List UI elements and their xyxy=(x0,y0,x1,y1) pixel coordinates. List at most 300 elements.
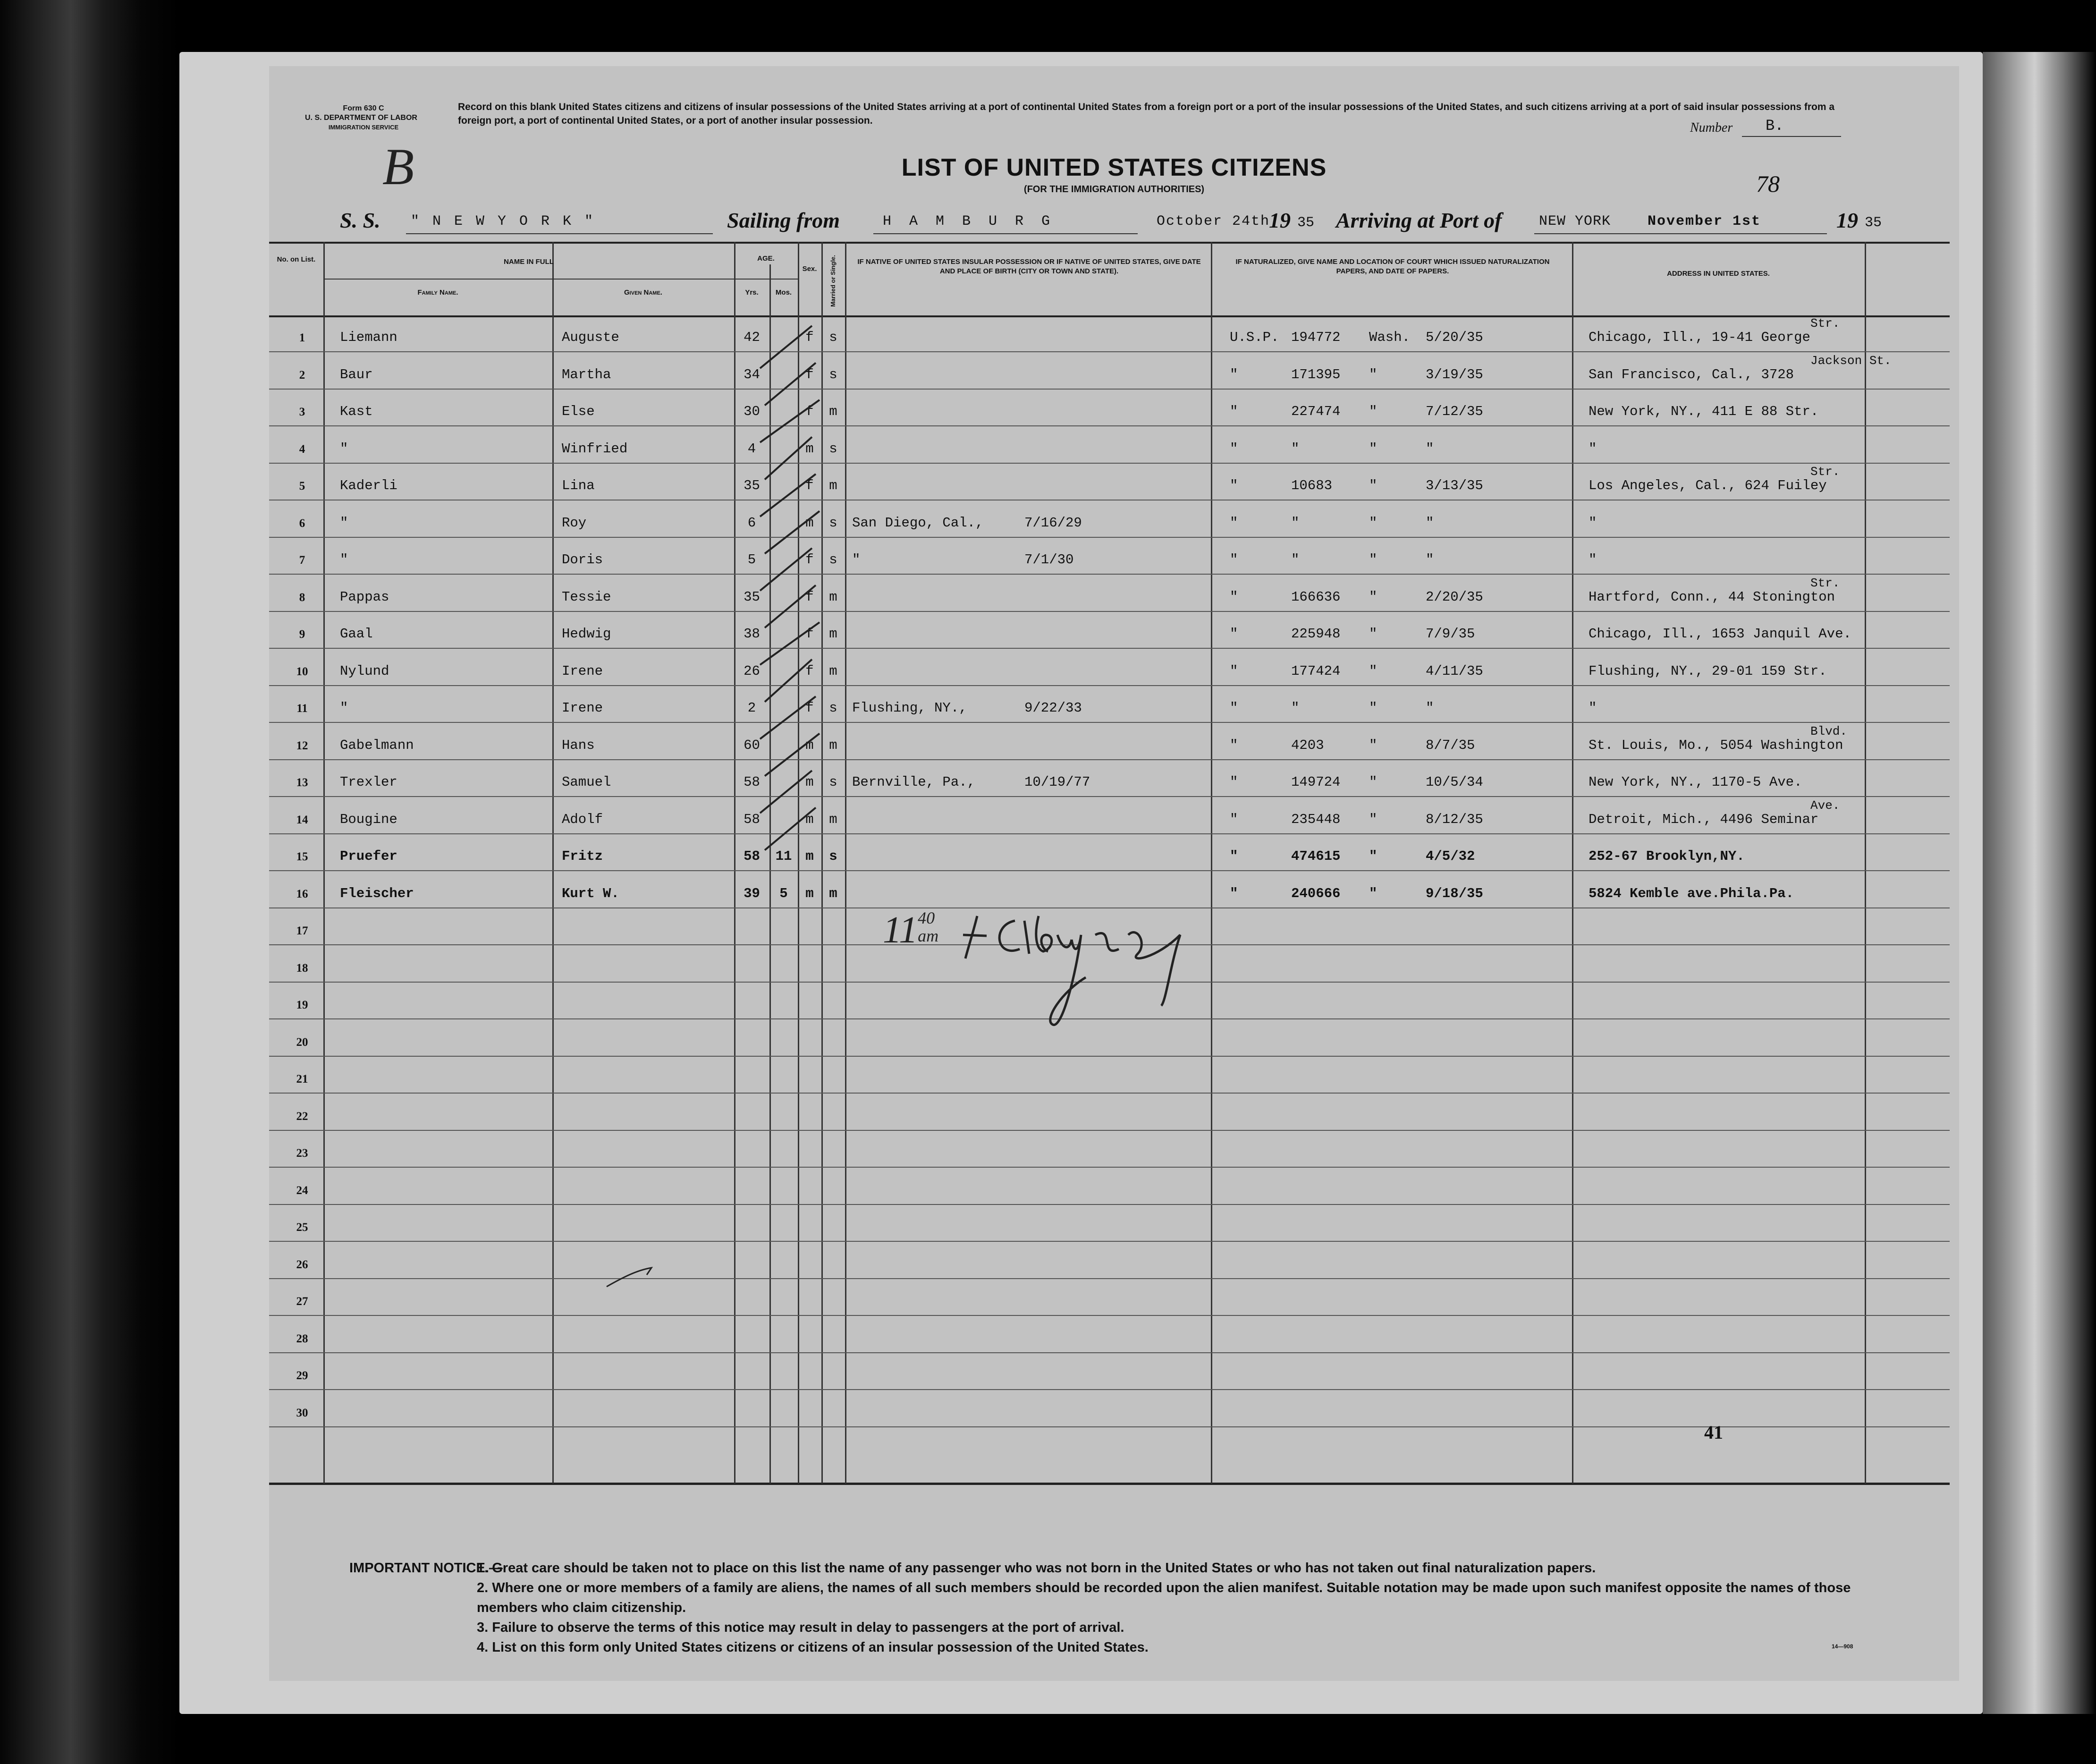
cell-address: 5824 Kemble ave.Phila.Pa. xyxy=(1589,885,1794,901)
row-rule xyxy=(269,685,1950,686)
cell-family: " xyxy=(340,515,348,531)
cell-sex: m xyxy=(805,885,814,901)
cell-family: Gaal xyxy=(340,626,373,642)
page-subtitle: (FOR THE IMMIGRATION AUTHORITIES) xyxy=(1023,184,1205,195)
page-title: LIST OF UNITED STATES CITIZENS xyxy=(901,154,1327,181)
cell-family: " xyxy=(340,552,348,568)
cell-birth-place: Flushing, NY., xyxy=(852,700,967,716)
row-rule xyxy=(269,833,1950,834)
cell-date: " xyxy=(1426,552,1434,568)
cell-paper: 240666 xyxy=(1291,885,1341,901)
check-mark xyxy=(760,400,820,442)
row-number: 7 xyxy=(299,554,305,567)
cell-yrs: 38 xyxy=(744,626,760,642)
row-number: 25 xyxy=(296,1221,308,1234)
cell-yrs: 30 xyxy=(744,404,760,419)
cell-yrs: 35 xyxy=(744,478,760,493)
row-rule xyxy=(269,425,1950,426)
cell-address: Los Angeles, Cal., 624 Fuiley xyxy=(1589,478,1827,493)
cell-date: 3/19/35 xyxy=(1426,366,1483,382)
arrival-port: NEW YORK xyxy=(1539,213,1611,229)
cell-sex: m xyxy=(805,774,814,790)
notice-item-2: 2. Where one or more members of a family are aliens, the names of all such members should be recorded upon the alien manifest. Suitable notation may be made upon such manifest opposite the names of those members who claim citizenship. xyxy=(477,1580,1851,1615)
check-mark xyxy=(765,585,816,628)
cell-family: Kaderli xyxy=(340,478,397,493)
row-number: 24 xyxy=(296,1184,308,1197)
cell-court: " xyxy=(1230,885,1238,901)
row-number: 17 xyxy=(296,924,308,937)
cell-sex: f xyxy=(805,404,814,419)
cell-given: Kurt W. xyxy=(562,885,619,901)
cell-date: 4/11/35 xyxy=(1426,663,1483,679)
cell-given: Else xyxy=(562,404,595,419)
cell-paper: " xyxy=(1291,441,1300,457)
age-sex-check-marks xyxy=(741,307,864,921)
inspector-signature xyxy=(958,907,1204,1048)
check-mark xyxy=(765,734,820,776)
arrival-underline xyxy=(1534,233,1827,234)
cell-address: 252-67 Brooklyn,NY. xyxy=(1589,848,1745,864)
cell-loc: " xyxy=(1369,811,1378,827)
row-number: 15 xyxy=(296,850,308,863)
row-number: 22 xyxy=(296,1110,308,1123)
cell-yrs: 39 xyxy=(744,885,760,901)
cell-given: Auguste xyxy=(562,330,619,345)
cell-sex: f xyxy=(805,589,814,605)
cell-address-note: Str. xyxy=(1810,316,1840,331)
row-number: 9 xyxy=(299,628,305,641)
row-rule xyxy=(269,1278,1950,1279)
cell-address: Hartford, Conn., 44 Stonington xyxy=(1589,589,1835,605)
form-number: Form 630 C xyxy=(343,104,384,112)
col-rule xyxy=(1865,242,1866,1484)
cell-sex: f xyxy=(805,366,814,382)
number-label: Number xyxy=(1690,120,1733,135)
cell-yrs: 4 xyxy=(747,441,756,457)
cell-court: " xyxy=(1230,478,1238,493)
cell-paper: " xyxy=(1291,700,1300,716)
row-rule xyxy=(269,648,1950,649)
cell-family: Pruefer xyxy=(340,848,397,864)
cell-yrs: 5 xyxy=(747,552,756,568)
service-label: IMMIGRATION SERVICE xyxy=(328,124,399,131)
cell-sex: f xyxy=(805,700,814,716)
header-no: No. on List. xyxy=(277,255,316,263)
cell-court: " xyxy=(1230,441,1238,457)
cell-family: " xyxy=(340,441,348,457)
cell-loc: " xyxy=(1369,700,1378,716)
check-mark xyxy=(765,660,812,702)
cell-sex: f xyxy=(805,552,814,568)
cell-family: Kast xyxy=(340,404,373,419)
cell-address: " xyxy=(1589,552,1597,568)
cell-loc: " xyxy=(1369,589,1378,605)
cell-loc: " xyxy=(1369,774,1378,790)
cell-court: " xyxy=(1230,366,1238,382)
row-number: 21 xyxy=(296,1073,308,1086)
cell-birth-date: 9/22/33 xyxy=(1024,700,1082,716)
cell-paper: 235448 xyxy=(1291,811,1341,827)
row-number: 11 xyxy=(296,702,308,715)
row-number: 27 xyxy=(296,1295,308,1308)
signature-time-min: 40 xyxy=(918,908,935,927)
row-number: 12 xyxy=(296,739,308,752)
cell-family: Trexler xyxy=(340,774,397,790)
ship-underline xyxy=(406,233,713,234)
row-rule xyxy=(269,537,1950,538)
header-age: AGE. xyxy=(757,254,775,263)
row-rule xyxy=(269,1204,1950,1205)
print-code: 14—908 xyxy=(1832,1643,1853,1650)
film-border-left xyxy=(0,0,179,1764)
cell-ms: m xyxy=(829,589,837,605)
row-number: 20 xyxy=(296,1035,308,1049)
cell-given: Winfried xyxy=(562,441,628,457)
row-rule xyxy=(269,463,1950,464)
cell-ms: s xyxy=(829,441,837,457)
cell-family: Baur xyxy=(340,366,373,382)
table-bottom-border xyxy=(269,1483,1950,1485)
cell-paper: 149724 xyxy=(1291,774,1341,790)
ss-label: S. S. xyxy=(340,208,380,232)
row-rule xyxy=(269,722,1950,723)
citizen-list-form xyxy=(269,66,1959,1681)
cell-loc: " xyxy=(1369,441,1378,457)
row-number: 19 xyxy=(296,999,308,1011)
cell-ms: s xyxy=(829,330,837,345)
cell-date: " xyxy=(1426,441,1434,457)
row-rule xyxy=(269,1130,1950,1131)
header-yrs: Yrs. xyxy=(745,288,759,297)
header-family-name: Family Name. xyxy=(417,288,458,297)
row-rule xyxy=(269,1426,1950,1427)
check-mark xyxy=(760,474,816,517)
cell-court: " xyxy=(1230,589,1238,605)
cell-sex: f xyxy=(805,663,814,679)
cell-loc: " xyxy=(1369,478,1378,493)
cell-loc: " xyxy=(1369,663,1378,679)
cell-court: " xyxy=(1230,663,1238,679)
col-rule xyxy=(552,242,554,1484)
col-rule xyxy=(323,242,325,1484)
row-rule xyxy=(269,574,1950,575)
cell-paper: 194772 xyxy=(1291,330,1341,345)
cell-ms: m xyxy=(829,885,837,901)
cell-ms: s xyxy=(829,366,837,382)
cell-family: Nylund xyxy=(340,663,389,679)
cell-loc: " xyxy=(1369,404,1378,419)
cell-yrs: 2 xyxy=(747,700,756,716)
cell-given: Irene xyxy=(562,700,603,716)
cell-given: Tessie xyxy=(562,589,611,605)
handwritten-letter: B xyxy=(382,138,414,195)
cell-address: " xyxy=(1589,515,1597,531)
cell-given: Doris xyxy=(562,552,603,568)
from-port: H A M B U R G xyxy=(883,213,1055,229)
cell-date: 2/20/35 xyxy=(1426,589,1483,605)
row-rule xyxy=(269,351,1950,352)
header-given-name: Given Name. xyxy=(624,288,662,297)
row-rule xyxy=(269,1315,1950,1316)
cell-family: " xyxy=(340,700,348,716)
cell-sex: m xyxy=(805,848,814,864)
row-number: 10 xyxy=(296,665,308,678)
cell-yrs: 58 xyxy=(744,774,760,790)
cell-given: Samuel xyxy=(562,774,611,790)
cell-ms: s xyxy=(829,700,837,716)
stray-pen-mark xyxy=(604,1265,656,1289)
row-number: 6 xyxy=(299,517,305,530)
cell-yrs: 26 xyxy=(744,663,760,679)
col-rule xyxy=(1572,242,1573,1484)
name-subheader-rule xyxy=(323,279,798,280)
header-married: Married or Single. xyxy=(829,255,837,307)
cell-yrs: 58 xyxy=(744,848,760,864)
cell-address: San Francisco, Cal., 3728 xyxy=(1589,366,1794,382)
cell-date: 4/5/32 xyxy=(1426,848,1475,864)
check-mark xyxy=(765,437,812,480)
cell-address: " xyxy=(1589,441,1597,457)
cell-court: " xyxy=(1230,811,1238,827)
cell-court: " xyxy=(1230,515,1238,531)
notice-items xyxy=(477,1558,1893,1657)
cell-ms: m xyxy=(829,478,837,493)
header-name-in-full: NAME IN FULL xyxy=(504,258,554,266)
cell-ms: m xyxy=(829,737,837,753)
row-number: 3 xyxy=(299,406,305,418)
check-mark xyxy=(760,548,812,591)
cell-yrs: 42 xyxy=(744,330,760,345)
cell-birth-date: 7/16/29 xyxy=(1024,515,1082,531)
cell-ms: m xyxy=(829,663,837,679)
check-mark xyxy=(760,771,812,813)
cell-court: " xyxy=(1230,552,1238,568)
cell-given: Hans xyxy=(562,737,595,753)
cell-paper: " xyxy=(1291,552,1300,568)
number-underline xyxy=(1742,136,1841,137)
cell-court: " xyxy=(1230,737,1238,753)
cell-paper: 225948 xyxy=(1291,626,1341,642)
cell-given: Hedwig xyxy=(562,626,611,642)
cell-birth-date: 7/1/30 xyxy=(1024,552,1074,568)
cell-paper: 171395 xyxy=(1291,366,1341,382)
cell-given: Lina xyxy=(562,478,595,493)
cell-paper: 166636 xyxy=(1291,589,1341,605)
cell-ms: s xyxy=(829,774,837,790)
row-rule xyxy=(269,796,1950,797)
row-rule xyxy=(269,1389,1950,1390)
cell-sex: m xyxy=(805,811,814,827)
row-number: 26 xyxy=(296,1258,308,1271)
year-prefix-2: 19 xyxy=(1836,208,1858,232)
arrival-date: November 1st xyxy=(1648,213,1761,229)
cell-address-note: Jackson St. xyxy=(1810,353,1892,368)
cell-court: U.S.P. xyxy=(1230,330,1279,345)
header-naturalized: IF NATURALIZED, GIVE NAME AND LOCATION OF COURT WHICH ISSUED NATURALIZATION PAPERS, AND DATE OF PAPERS. xyxy=(1235,258,1550,275)
cell-loc: " xyxy=(1369,552,1378,568)
header-sex: Sex. xyxy=(802,265,817,273)
cell-court: " xyxy=(1230,700,1238,716)
row-number: 28 xyxy=(296,1332,308,1345)
cell-court: " xyxy=(1230,404,1238,419)
row-number: 23 xyxy=(296,1147,308,1160)
cell-family: Gabelmann xyxy=(340,737,414,753)
cell-given: Martha xyxy=(562,366,611,382)
sail-date: October 24th xyxy=(1157,213,1270,229)
row-rule xyxy=(269,611,1950,612)
cell-address-note: Str. xyxy=(1810,465,1840,479)
row-number: 14 xyxy=(296,813,308,826)
cell-date: 10/5/34 xyxy=(1426,774,1483,790)
cell-family: Liemann xyxy=(340,330,397,345)
row-rule xyxy=(269,870,1950,871)
row-number: 1 xyxy=(299,331,305,344)
cell-given: Adolf xyxy=(562,811,603,827)
row-rule xyxy=(269,1056,1950,1057)
cell-birth-place: " xyxy=(852,552,861,568)
row-rule xyxy=(269,1241,1950,1242)
cell-date: 3/13/35 xyxy=(1426,478,1483,493)
cell-loc: " xyxy=(1369,737,1378,753)
check-mark xyxy=(760,622,820,665)
cell-sex: f xyxy=(805,330,814,345)
cell-mos: 11 xyxy=(775,848,792,864)
cell-yrs: 35 xyxy=(744,589,760,605)
department-label: U. S. DEPARTMENT OF LABOR xyxy=(305,114,417,122)
cell-address: Chicago, Ill., 1653 Janquil Ave. xyxy=(1589,626,1851,642)
row-number: 2 xyxy=(299,368,305,382)
film-border-right xyxy=(1983,52,2096,1714)
cell-paper: 10683 xyxy=(1291,478,1333,493)
sailing-label: Sailing from xyxy=(727,208,840,232)
cell-date: 5/20/35 xyxy=(1426,330,1483,345)
table-header-border xyxy=(269,315,1950,317)
cell-court: " xyxy=(1230,774,1238,790)
cell-yrs: 34 xyxy=(744,366,760,382)
signature-time-am: am xyxy=(918,926,939,945)
cell-yrs: 60 xyxy=(744,737,760,753)
cell-ms: s xyxy=(829,515,837,531)
row-number: 4 xyxy=(299,442,305,456)
cell-sex: f xyxy=(805,626,814,642)
col-rule xyxy=(1211,242,1212,1484)
cell-loc: " xyxy=(1369,366,1378,382)
cell-date: " xyxy=(1426,700,1434,716)
cell-yrs: 58 xyxy=(744,811,760,827)
cell-ms: m xyxy=(829,404,837,419)
ship-name: " N E W Y O R K " xyxy=(411,213,596,229)
cell-address: Detroit, Mich., 4496 Seminar xyxy=(1589,811,1819,827)
cell-address: New York, NY., 411 E 88 Str. xyxy=(1589,404,1819,419)
notice-item-1: 1. Great care should be taken not to place on this list the name of any passenger who was not born in the United States or who has not taken out final naturalization papers. xyxy=(477,1560,1596,1576)
check-mark xyxy=(760,326,812,368)
cell-loc: " xyxy=(1369,626,1378,642)
cell-sex: m xyxy=(805,441,814,457)
row-number: 29 xyxy=(296,1369,308,1382)
cell-ms: m xyxy=(829,811,837,827)
header-native: IF NATIVE OF UNITED STATES INSULAR POSSESSION OR IF NATIVE OF UNITED STATES, GIVE DATE AND PLACE OF BIRTH (CITY OR TOWN AND STATE). xyxy=(857,258,1201,275)
cell-date: 9/18/35 xyxy=(1426,885,1483,901)
cell-loc: Wash. xyxy=(1369,330,1411,345)
cell-birth-place: San Diego, Cal., xyxy=(852,515,984,531)
cell-birth-date: 10/19/77 xyxy=(1024,774,1090,790)
notice-item-3: 3. Failure to observe the terms of this notice may result in delay to passengers at the port of arrival. xyxy=(477,1620,1124,1635)
cell-address-note: Ave. xyxy=(1810,798,1840,813)
cell-sex: f xyxy=(805,478,814,493)
cell-given: Fritz xyxy=(562,848,603,864)
cell-sex: m xyxy=(805,515,814,531)
record-instruction: Record on this blank United States citizens and citizens of insular possessions of the United States arriving at a port of continental United States from a foreign port or a port of the insular possessions of the United States, and such citizens arriving at a port of said insular possessions from a foreign port, a port of continental United States, or a port of another insular possession. xyxy=(458,102,1835,126)
cell-paper: 4203 xyxy=(1291,737,1324,753)
cell-paper: 474615 xyxy=(1291,848,1341,864)
cell-court: " xyxy=(1230,626,1238,642)
notice-item-4: 4. List on this form only United States citizens or citizens of an insular possession of the United States. xyxy=(477,1640,1149,1655)
cell-ms: s xyxy=(829,552,837,568)
row-rule xyxy=(269,1167,1950,1168)
cell-date: 7/12/35 xyxy=(1426,404,1483,419)
table-top-border xyxy=(269,242,1950,244)
cell-loc: " xyxy=(1369,885,1378,901)
cell-given: Roy xyxy=(562,515,587,531)
signature-time-hour: 11 xyxy=(883,909,918,951)
cell-ms: m xyxy=(829,626,837,642)
cell-date: 8/7/35 xyxy=(1426,737,1475,753)
cell-paper: 177424 xyxy=(1291,663,1341,679)
cell-date: " xyxy=(1426,515,1434,531)
cell-address-note: Str. xyxy=(1810,576,1840,590)
cell-paper: 227474 xyxy=(1291,404,1341,419)
cell-birth-place: Bernville, Pa., xyxy=(852,774,976,790)
cell-mos: 5 xyxy=(779,885,788,901)
header-address: ADDRESS IN UNITED STATES. xyxy=(1667,270,1770,278)
row-number: 18 xyxy=(296,961,308,975)
cell-address: Flushing, NY., 29-01 159 Str. xyxy=(1589,663,1827,679)
row-number: 8 xyxy=(299,591,305,604)
row-number: 30 xyxy=(296,1406,308,1419)
cell-date: 7/9/35 xyxy=(1426,626,1475,642)
cell-address-note: Blvd. xyxy=(1810,724,1848,738)
check-mark xyxy=(760,696,816,739)
cell-loc: " xyxy=(1369,515,1378,531)
row-rule xyxy=(269,759,1950,760)
page-total: 41 xyxy=(1704,1422,1723,1443)
cell-yrs: 6 xyxy=(747,515,756,531)
cell-address: New York, NY., 1170-5 Ave. xyxy=(1589,774,1802,790)
signature-time xyxy=(883,909,938,952)
cell-address: " xyxy=(1589,700,1597,716)
year-prefix-1: 19 xyxy=(1269,208,1291,232)
cell-address: St. Louis, Mo., 5054 Washington xyxy=(1589,737,1843,753)
header-mos: Mos. xyxy=(775,288,792,297)
check-mark xyxy=(765,808,816,850)
cell-paper: " xyxy=(1291,515,1300,531)
row-number: 5 xyxy=(299,480,305,492)
row-rule xyxy=(269,389,1950,390)
cell-family: Pappas xyxy=(340,589,389,605)
sail-year: 35 xyxy=(1297,215,1315,231)
cell-address: Chicago, Ill., 19-41 George xyxy=(1589,330,1810,345)
arrival-year: 35 xyxy=(1865,215,1882,231)
cell-family: Fleischer xyxy=(340,885,414,901)
row-number: 13 xyxy=(296,776,308,789)
row-rule xyxy=(269,1352,1950,1353)
cell-date: 8/12/35 xyxy=(1426,811,1483,827)
cell-loc: " xyxy=(1369,848,1378,864)
row-number: 16 xyxy=(296,887,308,900)
row-rule xyxy=(269,1093,1950,1094)
cell-sex: m xyxy=(805,737,814,753)
check-mark xyxy=(765,363,816,406)
